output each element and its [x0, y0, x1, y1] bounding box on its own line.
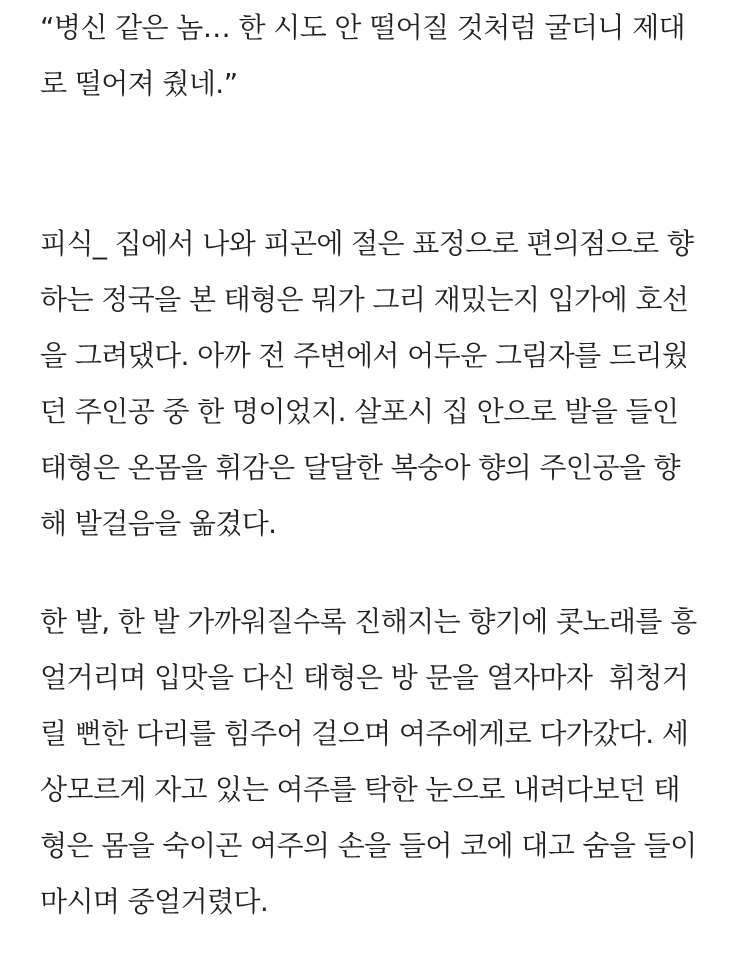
- text-line: 한 발, 한 발 가까워질수록 진해지는 향기에 콧노래를 흥: [40, 605, 697, 638]
- text-line: 형은 몸을 숙이곤 여주의 손을 들어 코에 대고 숨을 들이: [40, 829, 697, 862]
- paragraph-narration-1: [40, 216, 720, 552]
- paragraph-narration-2: [40, 594, 720, 930]
- paragraph-dialogue: [40, 0, 720, 112]
- text-line: 해 발걸음을 옮겼다.: [40, 507, 277, 540]
- text-line: 태형은 온몸을 휘감은 달달한 복숭아 향의 주인공을 향: [40, 451, 680, 484]
- text-line: 로 떨어져 줬네.”: [40, 67, 238, 100]
- text-line: 마시며 중얼거렸다.: [40, 885, 269, 918]
- text-line: 피식_ 집에서 나와 피곤에 절은 표정으로 편의점으로 향: [40, 227, 694, 260]
- text-line: “병신 같은 놈… 한 시도 안 떨어질 것처럼 굴더니 제대: [40, 11, 685, 44]
- text-line: 릴 뻔한 다리를 힘주어 걸으며 여주에게로 다가갔다. 세: [40, 717, 689, 750]
- text-line: 얼거리며 입맛을 다신 태형은 방 문을 열자마자 휘청거: [40, 661, 689, 694]
- text-line: 던 주인공 중 한 명이었지. 살포시 집 안으로 발을 들인: [40, 395, 679, 428]
- text-line: 하는 정국을 본 태형은 뭐가 그리 재밌는지 입가에 호선: [40, 283, 689, 316]
- text-line: 상모르게 자고 있는 여주를 탁한 눈으로 내려다보던 태: [40, 773, 680, 806]
- text-line: 을 그려댔다. 아까 전 주변에서 어두운 그림자를 드리웠: [40, 339, 689, 372]
